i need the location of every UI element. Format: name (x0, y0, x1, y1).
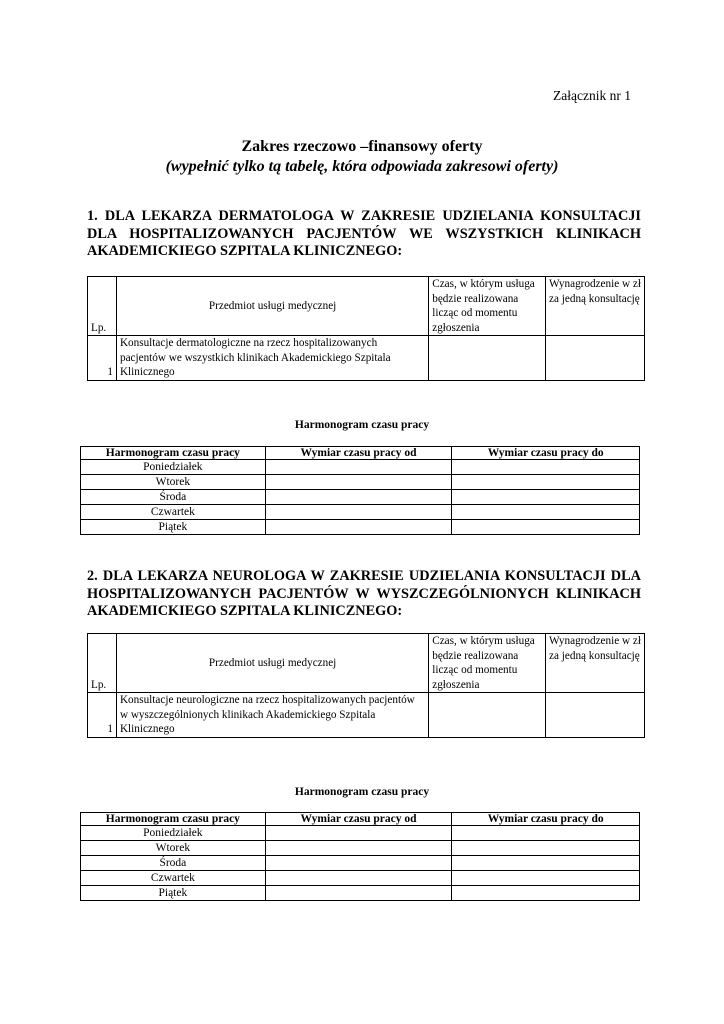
schedule-from-cell[interactable] (265, 886, 452, 901)
col-lp-header: Lp. (88, 277, 117, 336)
schedule-to-cell[interactable] (452, 871, 640, 886)
schedule-header-day: Harmonogram czasu pracy (81, 813, 266, 826)
row-time-cell[interactable] (429, 336, 546, 381)
document-title: Zakres rzeczowo –finansowy oferty (241, 138, 483, 155)
col-subject-header: Przedmiot usługi medycznej (116, 634, 428, 693)
section1-offer-table (87, 276, 645, 381)
schedule-to-cell[interactable] (452, 520, 640, 535)
schedule-row (81, 460, 640, 475)
section2-schedule-table (80, 812, 640, 901)
col-time-header: Czas, w którym usługa będzie realizowana licząc od momentu zgłoszenia (429, 634, 546, 693)
schedule-row (81, 826, 640, 841)
table-header-row (88, 634, 645, 693)
schedule-day: Poniedziałek (81, 826, 266, 841)
schedule-row (81, 871, 640, 886)
col-lp-header: Lp. (88, 634, 117, 693)
table-row (88, 336, 645, 381)
schedule-header-from: Wymiar czasu pracy od (265, 447, 452, 460)
schedule-to-cell[interactable] (452, 841, 640, 856)
annex-label: Załącznik nr 1 (553, 88, 631, 103)
schedule-day: Czwartek (81, 505, 266, 520)
schedule-from-cell[interactable] (265, 460, 452, 475)
schedule-day: Wtorek (81, 475, 266, 490)
schedule-from-cell[interactable] (265, 475, 452, 490)
table-row (88, 693, 645, 738)
schedule-from-cell[interactable] (265, 841, 452, 856)
schedule-from-cell[interactable] (265, 871, 452, 886)
col-pay-header: Wynagrodzenie w zł za jedną konsultację (546, 277, 645, 336)
schedule-row (81, 841, 640, 856)
row-subject: Konsultacje dermatologiczne na rzecz hospitalizowanych pacjentów we wszystkich klinikach Akademickiego Szpitala Klinicznego (116, 336, 428, 381)
schedule-row (81, 505, 640, 520)
schedule-header-row (81, 813, 640, 826)
schedule-day: Piątek (81, 886, 266, 901)
schedule-row (81, 520, 640, 535)
table-header-row (88, 277, 645, 336)
schedule-header-day: Harmonogram czasu pracy (81, 447, 266, 460)
schedule-to-cell[interactable] (452, 505, 640, 520)
row-subject: Konsultacje neurologiczne na rzecz hospitalizowanych pacjentów w wyszczególnionych klinikach Akademickiego Szpitala Klinicznego (116, 693, 428, 738)
row-pay-cell[interactable] (546, 693, 645, 738)
schedule-to-cell[interactable] (452, 856, 640, 871)
row-time-cell[interactable] (429, 693, 546, 738)
schedule-from-cell[interactable] (265, 826, 452, 841)
section1-schedule-title: Harmonogram czasu pracy (294, 419, 430, 431)
schedule-row (81, 490, 640, 505)
schedule-header-from: Wymiar czasu pracy od (265, 813, 452, 826)
schedule-day: Środa (81, 490, 266, 505)
col-pay-header: Wynagrodzenie w zł za jedną konsultację (546, 634, 645, 693)
section1-heading: 1. DLA LEKARZA DERMATOLOGA W ZAKRESIE UDZIELANIA KONSULTACJI DLA HOSPITALIZOWANYCH PACJENTÓW WE WSZYSTKICH KLINIKACH AKADEMICKIEGO SZPITALA KLINICZNEGO: (87, 208, 641, 259)
schedule-day: Czwartek (81, 871, 266, 886)
schedule-day: Wtorek (81, 841, 266, 856)
schedule-header-row (81, 447, 640, 460)
schedule-to-cell[interactable] (452, 460, 640, 475)
schedule-row (81, 475, 640, 490)
schedule-day: Środa (81, 856, 266, 871)
schedule-from-cell[interactable] (265, 856, 452, 871)
row-lp: 1 (88, 693, 117, 738)
schedule-day: Piątek (81, 520, 266, 535)
schedule-to-cell[interactable] (452, 490, 640, 505)
section1-schedule-table (80, 446, 640, 535)
schedule-header-to: Wymiar czasu pracy do (452, 813, 640, 826)
schedule-row (81, 856, 640, 871)
schedule-header-to: Wymiar czasu pracy do (452, 447, 640, 460)
document-subtitle: (wypełnić tylko tą tabelę, która odpowiada zakresowi oferty) (165, 158, 559, 175)
schedule-to-cell[interactable] (452, 826, 640, 841)
schedule-day: Poniedziałek (81, 460, 266, 475)
row-lp: 1 (88, 336, 117, 381)
section2-schedule-title: Harmonogram czasu pracy (294, 786, 430, 798)
schedule-from-cell[interactable] (265, 490, 452, 505)
schedule-from-cell[interactable] (265, 505, 452, 520)
section2-heading: 2. DLA LEKARZA NEUROLOGA W ZAKRESIE UDZIELANIA KONSULTACJI DLA HOSPITALIZOWANYCH PACJENTÓW W WYSZCZEGÓLNIONYCH KLINIKACH AKADEMICKIEGO SZPITALA KLINICZNEGO: (87, 568, 641, 619)
schedule-to-cell[interactable] (452, 475, 640, 490)
schedule-to-cell[interactable] (452, 886, 640, 901)
schedule-row (81, 886, 640, 901)
col-subject-header: Przedmiot usługi medycznej (116, 277, 428, 336)
schedule-from-cell[interactable] (265, 520, 452, 535)
col-time-header: Czas, w którym usługa będzie realizowana licząc od momentu zgłoszenia (429, 277, 546, 336)
row-pay-cell[interactable] (546, 336, 645, 381)
section2-offer-table (87, 633, 645, 738)
